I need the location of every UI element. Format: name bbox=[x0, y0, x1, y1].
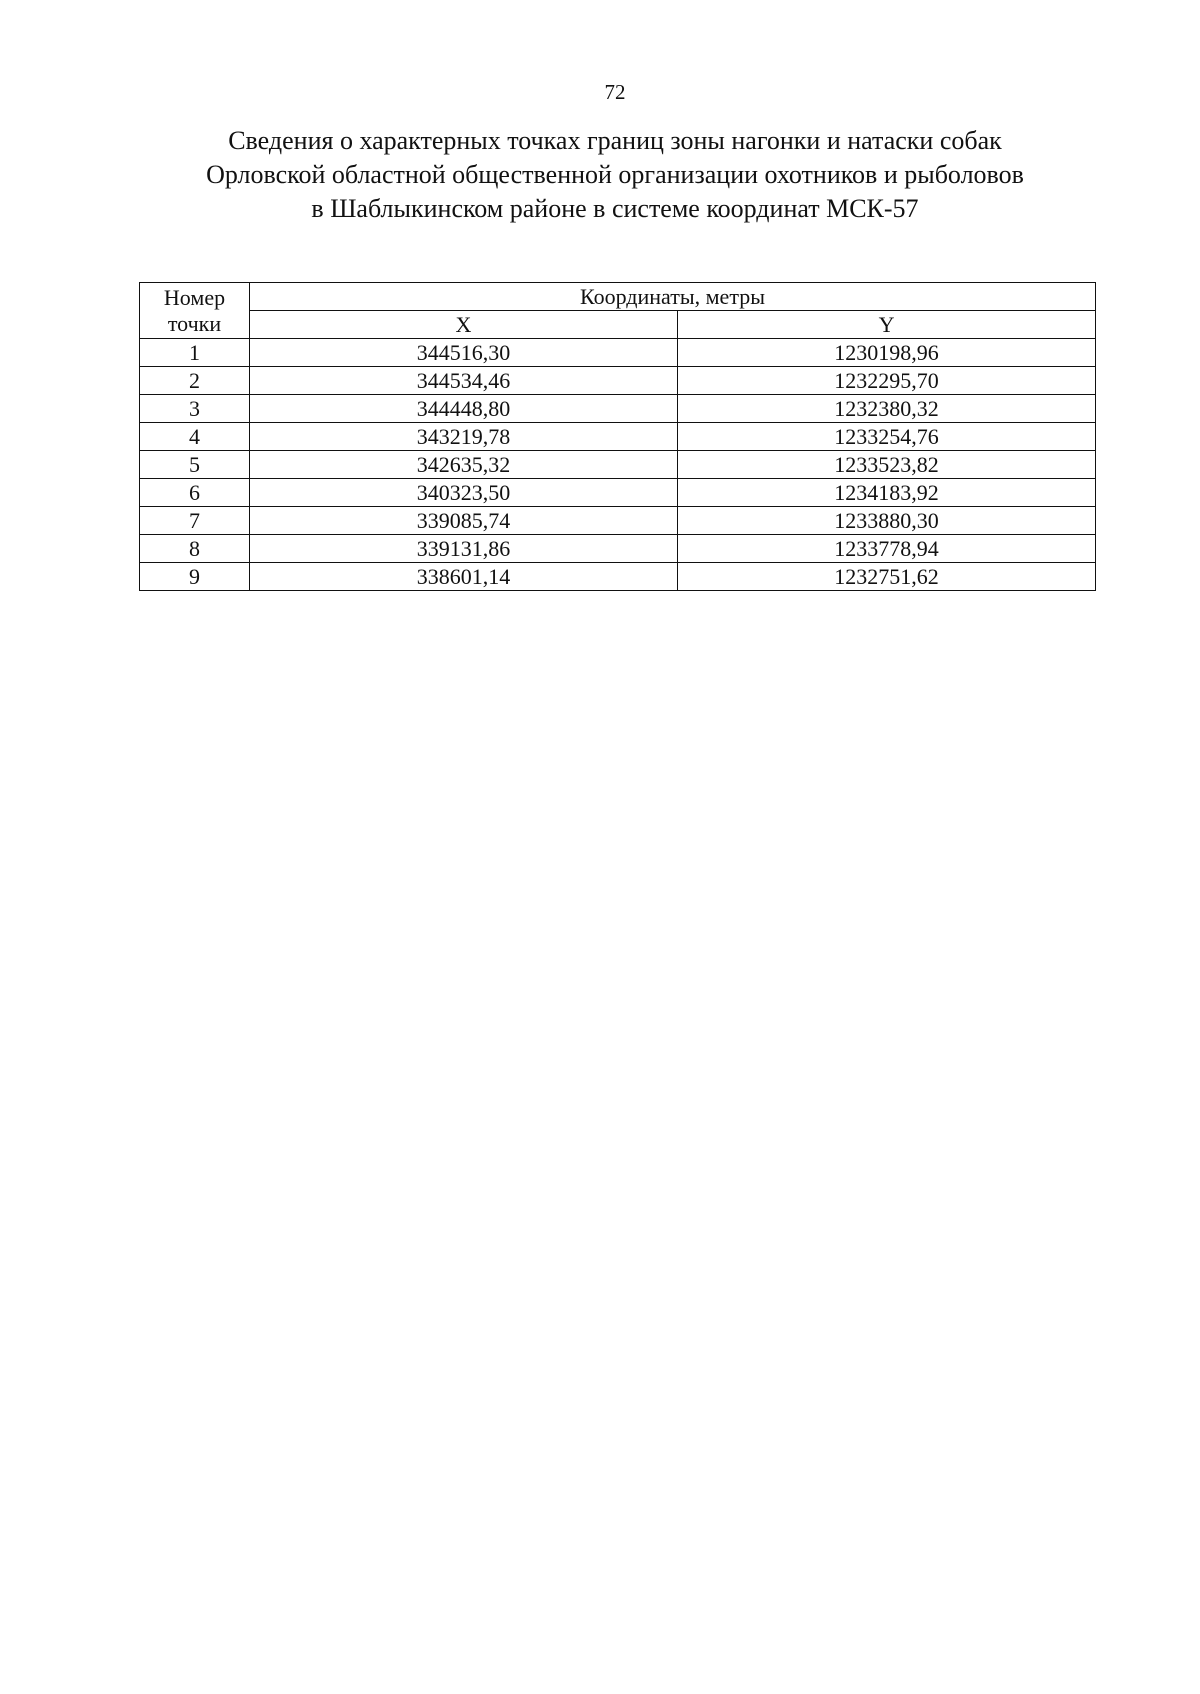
table-subheader-row bbox=[140, 311, 1096, 339]
y-cell: 1233880,30 bbox=[678, 507, 1096, 535]
y-cell: 1232751,62 bbox=[678, 563, 1096, 591]
y-cell: 1232380,32 bbox=[678, 395, 1096, 423]
y-cell: 1233778,94 bbox=[678, 535, 1096, 563]
document-title bbox=[0, 124, 1200, 226]
table-row bbox=[140, 423, 1096, 451]
page-number: 72 bbox=[604, 80, 626, 104]
table-row bbox=[140, 339, 1096, 367]
x-cell: 344448,80 bbox=[250, 395, 678, 423]
title-line-2: Орловской областной общественной организации охотников и рыболовов bbox=[206, 160, 1024, 189]
x-cell: 344534,46 bbox=[250, 367, 678, 395]
table-row bbox=[140, 451, 1096, 479]
point-number-header-line1: Номер bbox=[163, 284, 226, 310]
y-cell: 1230198,96 bbox=[678, 339, 1096, 367]
point-cell: 5 bbox=[140, 451, 250, 479]
x-cell: 344516,30 bbox=[250, 339, 678, 367]
table-row bbox=[140, 535, 1096, 563]
point-cell: 7 bbox=[140, 507, 250, 535]
y-cell: 1234183,92 bbox=[678, 479, 1096, 507]
point-cell: 6 bbox=[140, 479, 250, 507]
point-cell: 3 bbox=[140, 395, 250, 423]
table-row bbox=[140, 395, 1096, 423]
table-header-row bbox=[140, 283, 1096, 311]
x-cell: 342635,32 bbox=[250, 451, 678, 479]
table-row bbox=[140, 507, 1096, 535]
point-cell: 2 bbox=[140, 367, 250, 395]
x-cell: 338601,14 bbox=[250, 563, 678, 591]
y-header: Y bbox=[678, 311, 1096, 339]
y-cell: 1233254,76 bbox=[678, 423, 1096, 451]
x-cell: 339085,74 bbox=[250, 507, 678, 535]
x-cell: 340323,50 bbox=[250, 479, 678, 507]
point-number-header-line2: точки bbox=[167, 310, 222, 336]
title-line-1: Сведения о характерных точках границ зоны нагонки и натаски собак bbox=[228, 126, 1002, 155]
point-cell: 1 bbox=[140, 339, 250, 367]
table-row bbox=[140, 367, 1096, 395]
table-row bbox=[140, 479, 1096, 507]
title-line-3: в Шаблыкинском районе в системе координат МСК-57 bbox=[311, 194, 919, 223]
x-header: X bbox=[250, 311, 678, 339]
table-row bbox=[140, 563, 1096, 591]
x-cell: 343219,78 bbox=[250, 423, 678, 451]
x-cell: 339131,86 bbox=[250, 535, 678, 563]
point-cell: 4 bbox=[140, 423, 250, 451]
coordinates-table bbox=[139, 282, 1096, 591]
y-cell: 1233523,82 bbox=[678, 451, 1096, 479]
y-cell: 1232295,70 bbox=[678, 367, 1096, 395]
point-cell: 9 bbox=[140, 563, 250, 591]
coordinates-group-header: Координаты, метры bbox=[250, 283, 1096, 311]
point-number-header bbox=[140, 283, 250, 339]
point-cell: 8 bbox=[140, 535, 250, 563]
